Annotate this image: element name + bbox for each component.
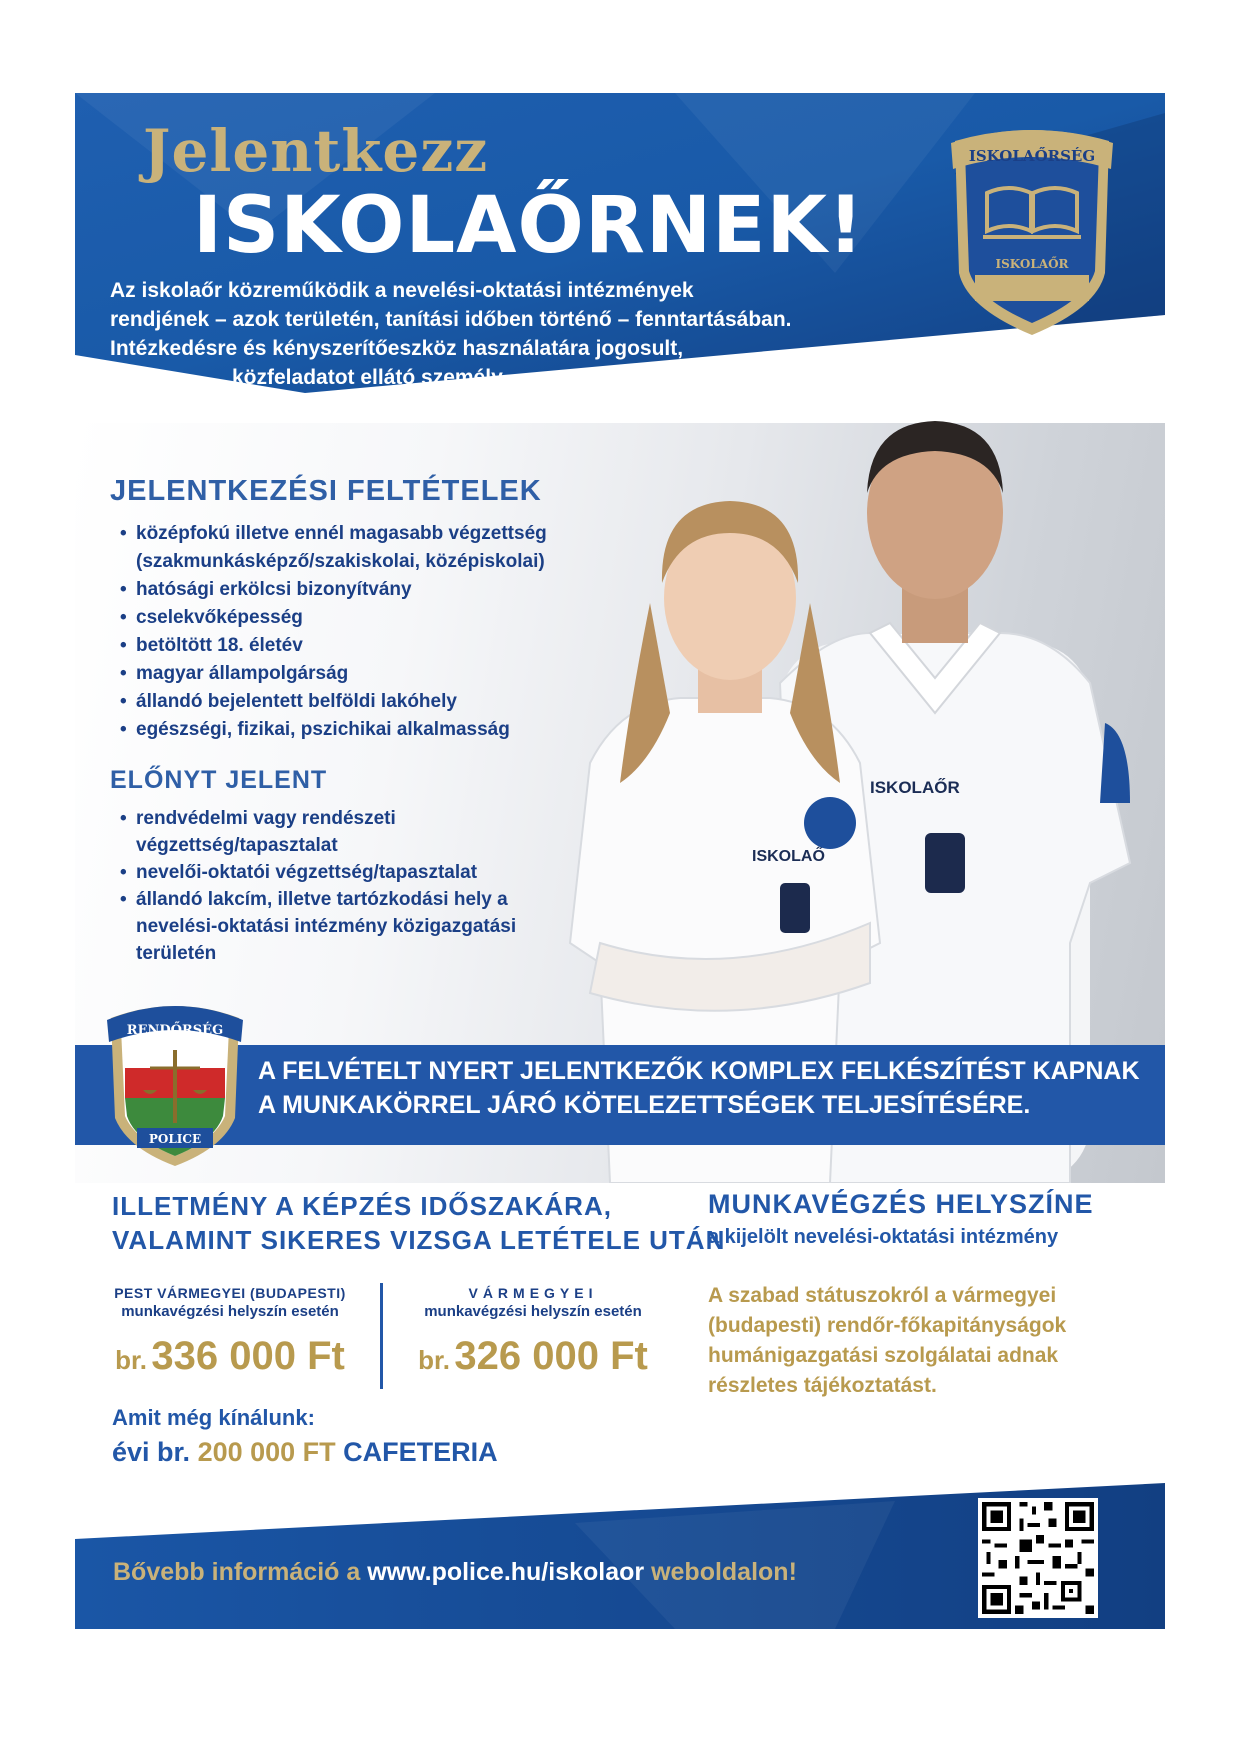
badge-top-text: ISKOLAŐRSÉG bbox=[968, 147, 1096, 165]
offer-suffix: CAFETERIA bbox=[343, 1437, 498, 1467]
salary-pest-heading: PEST VÁRMEGYEI (BUDAPESTI) bbox=[114, 1285, 346, 1301]
location-title: MUNKAVÉGZÉS HELYSZÍNE bbox=[708, 1189, 1094, 1219]
location-info-line: humánigazgatási szolgálatai adnak bbox=[708, 1344, 1059, 1367]
salary-pest-column bbox=[100, 1285, 360, 1379]
salary-pest-prefix: br. bbox=[115, 1345, 147, 1375]
footer-text bbox=[113, 1558, 797, 1587]
list-item: • állandó bejelentett belföldi lakóhely bbox=[120, 688, 547, 716]
salary-pest-amount bbox=[100, 1334, 360, 1379]
footer-text-before: Bővebb információ a bbox=[113, 1558, 368, 1586]
salary-pest-value: 336 000 Ft bbox=[151, 1334, 345, 1378]
salary-divider bbox=[380, 1283, 383, 1389]
location-info-line: részletes tájékoztatást. bbox=[708, 1374, 937, 1397]
list-item: • betöltött 18. életév bbox=[120, 632, 547, 660]
website-link[interactable]: www.police.hu/iskolaor bbox=[367, 1558, 645, 1586]
poster bbox=[75, 93, 1165, 1629]
training-line: A FELVÉTELT NYERT JELENTKEZŐK KOMPLEX FELKÉSZÍTÉST KAPNAK bbox=[258, 1057, 1140, 1085]
list-item: • középfokú illetve ennél magasabb végzettség bbox=[120, 520, 547, 548]
salary-varmegyei-amount bbox=[403, 1334, 663, 1379]
advantages-title: ELŐNYT JELENT bbox=[110, 766, 328, 794]
offer-amount: 200 000 FT bbox=[197, 1437, 336, 1467]
badge-bottom-text: ISKOLAŐR bbox=[995, 257, 1069, 271]
salary-varmegyei-prefix: br. bbox=[418, 1345, 450, 1375]
qr-code[interactable] bbox=[978, 1498, 1098, 1618]
police-badge-bottom-text: POLICE bbox=[148, 1132, 202, 1146]
salary-title-line: VALAMINT SIKERES VIZSGA LETÉTELE UTÁN bbox=[112, 1225, 726, 1255]
list-item: • cselekvőképesség bbox=[120, 604, 547, 632]
training-line: A MUNKAKÖRREL JÁRÓ KÖTELEZETTSÉGEK TELJESÍTÉSÉRE. bbox=[258, 1091, 1031, 1119]
title-iskolaornek: ISKOLAŐRNEK! bbox=[193, 181, 865, 271]
intro-text bbox=[110, 276, 910, 392]
requirements-title: JELENTKEZÉSI FELTÉTELEK bbox=[110, 475, 542, 507]
salary-varmegyei-sub: munkavégzési helyszín esetén bbox=[424, 1303, 642, 1320]
list-item: (szakmunkásképző/szakiskolai, középiskolai) bbox=[136, 551, 545, 572]
salary-varmegyei-value: 326 000 Ft bbox=[454, 1334, 648, 1378]
offer-prefix: évi br. bbox=[112, 1437, 191, 1467]
list-item: • nevelői-oktatói végzettség/tapasztalat bbox=[120, 859, 530, 886]
list-item: • rendvédelmi vagy rendészeti végzettség/tapasztalat bbox=[120, 805, 530, 859]
location-subtitle: a kijelölt nevelési-oktatási intézmény bbox=[708, 1226, 1059, 1248]
police-badge-top-text: RENDŐRSÉG bbox=[126, 1023, 224, 1038]
location-info bbox=[708, 1281, 1128, 1401]
shirt-label-female: ISKOLAŐ bbox=[752, 848, 825, 865]
offer-label: Amit még kínálunk: bbox=[112, 1405, 315, 1430]
footer-text-after: weboldalon! bbox=[644, 1558, 797, 1586]
salary-varmegyei-column bbox=[403, 1285, 663, 1379]
salary-pest-sub: munkavégzési helyszín esetén bbox=[121, 1303, 339, 1320]
location-info-line: A szabad státuszokról a vármegyei bbox=[708, 1284, 1057, 1307]
iskolaorseg-badge bbox=[947, 123, 1117, 338]
salary-title-line: ILLETMÉNY A KÉPZÉS IDŐSZAKÁRA, bbox=[112, 1191, 612, 1221]
list-item: • állandó lakcím, illetve tartózkodási hely a nevelési-oktatási intézmény közigazgatási területén bbox=[120, 886, 530, 967]
shirt-label-male: ISKOLAŐR bbox=[870, 778, 960, 797]
intro-line: rendjének – azok területén, tanítási időben történő – fenntartásában. bbox=[110, 308, 792, 331]
location-info-line: (budapesti) rendőr-főkapitányságok bbox=[708, 1314, 1067, 1337]
intro-line: közfeladatot ellátó személy. bbox=[232, 366, 508, 389]
title-jelentkezz: Jelentkezz bbox=[143, 117, 489, 185]
salary-varmegyei-heading: VÁRMEGYEI bbox=[468, 1285, 598, 1301]
requirements-list bbox=[120, 520, 547, 744]
list-item: • hatósági erkölcsi bizonyítvány bbox=[120, 576, 547, 604]
police-badge bbox=[105, 998, 245, 1168]
salary-title bbox=[112, 1189, 725, 1257]
offer-value bbox=[112, 1437, 498, 1468]
intro-line: Az iskolaőr közreműködik a nevelési-oktatási intézmények bbox=[110, 279, 694, 302]
list-item: • magyar állampolgárság bbox=[120, 660, 547, 688]
list-item: • egészségi, fizikai, pszichikai alkalmasság bbox=[120, 716, 547, 744]
training-text bbox=[258, 1054, 1148, 1122]
intro-line: Intézkedésre és kényszerítőeszköz használatára jogosult, bbox=[110, 337, 684, 360]
advantages-list bbox=[120, 805, 530, 967]
